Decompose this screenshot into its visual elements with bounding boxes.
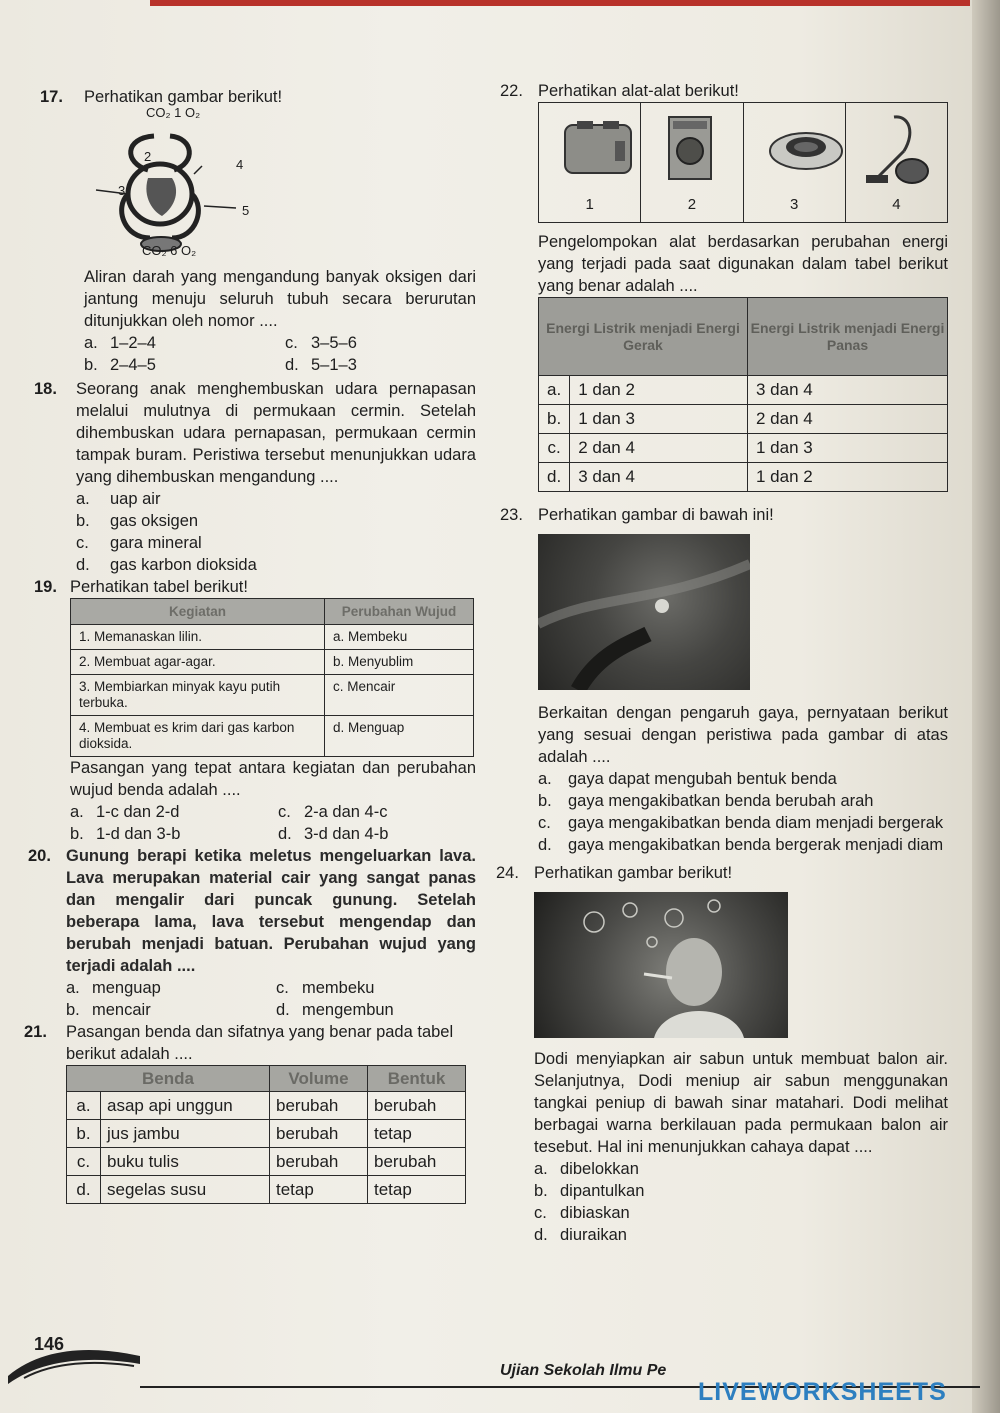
liveworksheets-watermark: LIVEWORKSHEETS <box>698 1378 947 1406</box>
options <box>66 977 476 1021</box>
option-c[interactable]: c. gaya mengakibatkan benda diam menjadi bergerak <box>538 814 944 832</box>
table-header: Benda <box>67 1066 270 1092</box>
energy-change-table <box>538 297 948 492</box>
diagram-label-bottom: CO₂ 6 O₂ <box>142 243 197 258</box>
table-header: Volume <box>270 1066 368 1092</box>
option-d[interactable]: d. 3-d dan 4-b <box>278 825 389 843</box>
table-header: Perubahan Wujud <box>325 599 474 625</box>
top-border-stripe <box>150 0 970 6</box>
option-d[interactable]: d. gas karbon dioksida <box>76 556 257 574</box>
option-c[interactable]: c. 2-a dan 4-c <box>278 803 388 821</box>
bubble-blowing-image <box>534 892 788 1038</box>
question-20 <box>28 845 476 1021</box>
question-19 <box>34 576 476 845</box>
diagram-label-2: 2 <box>144 149 152 164</box>
question-18 <box>34 378 476 576</box>
object-property-table <box>66 1065 466 1204</box>
option-b[interactable]: b. 1-d dan 3-b <box>70 825 181 843</box>
question-prompt: Perhatikan gambar berikut! <box>84 88 283 106</box>
option-a[interactable]: a. 1-c dan 2-d <box>70 803 180 821</box>
table-row[interactable]: c. buku tulis berubah berubah <box>67 1148 466 1176</box>
option-b[interactable]: b. gas oksigen <box>76 512 199 530</box>
ball-kick-image <box>538 534 750 690</box>
question-text: Pengelompokan alat berdasarkan perubahan energi yang terjadi pada saat digunakan dalam tabel berikut yang benar adalah .... <box>538 233 948 295</box>
option-d[interactable]: d. mengembun <box>276 1001 394 1019</box>
tool-toaster: 1 <box>539 103 641 223</box>
table-row: 3. Membiarkan minyak kayu putih terbuka. c. Mencair <box>71 675 474 716</box>
option-c[interactable]: c. dibiaskan <box>534 1204 630 1222</box>
option-a[interactable]: a. 1–2–4 <box>84 334 156 352</box>
options <box>70 801 476 845</box>
question-text: Aliran darah yang mengandung banyak oksigen dari jantung menuju seluruh tubuh secara berurutan ditunjukkan oleh nomor .... <box>84 268 476 330</box>
table-row: 2. Membuat agar-agar. b. Menyublim <box>71 650 474 675</box>
question-text: Dodi menyiapkan air sabun untuk membuat balon air. Selanjutnya, Dodi meniup air sabun menggunakan tangkai peniup di bawah sinar matahari. Dodi melihat berbagai warna berkilauan pada permukaan balon air tesebut. Hal ini menunjukkan cahaya dapat .... <box>534 1050 948 1156</box>
question-prompt: Perhatikan gambar berikut! <box>534 864 733 882</box>
question-number: 17. <box>40 88 63 106</box>
question-23 <box>500 504 948 856</box>
photo-ball-kick <box>538 534 750 690</box>
option-a[interactable]: a. dibelokkan <box>534 1160 639 1178</box>
option-c[interactable]: c. membeku <box>276 979 375 997</box>
question-prompt: Perhatikan tabel berikut! <box>70 578 248 596</box>
option-d[interactable]: d. 5–1–3 <box>285 356 357 374</box>
heart-diagram-graphic <box>84 108 244 256</box>
table-header: Bentuk <box>368 1066 466 1092</box>
table-row[interactable]: b. 1 dan 3 2 dan 4 <box>539 405 948 434</box>
table-row: 1. Memanaskan lilin. a. Membeku <box>71 625 474 650</box>
question-21 <box>24 1021 476 1204</box>
diagram-label-3: 3 <box>118 183 126 198</box>
question-prompt: Perhatikan gambar di bawah ini! <box>538 506 774 524</box>
table-header: Energi Listrik menjadi Energi Panas <box>748 298 948 376</box>
question-17 <box>40 86 476 376</box>
tools-picture-table <box>538 102 948 223</box>
option-b[interactable]: b. mencair <box>66 1001 151 1019</box>
question-number: 18. <box>34 380 57 398</box>
table-row[interactable]: c. 2 dan 4 1 dan 3 <box>539 434 948 463</box>
option-a[interactable]: a. uap air <box>76 490 161 508</box>
book-icon <box>4 1326 144 1386</box>
page-number: 146 <box>34 1334 65 1354</box>
question-text: Berkaitan dengan pengaruh gaya, pernyataan berikut yang sesuai dengan peristiwa pada gambar di atas adalah .... <box>538 704 948 766</box>
tool-electric-stove: 3 <box>743 103 845 223</box>
question-prompt: Perhatikan alat-alat berikut! <box>538 82 739 100</box>
question-number: 23. <box>500 506 523 524</box>
question-24 <box>496 862 948 1246</box>
option-a[interactable]: a. menguap <box>66 979 161 997</box>
question-number: 22. <box>500 82 523 100</box>
page-edge-shadow <box>972 0 1000 1413</box>
option-c[interactable]: c. 3–5–6 <box>285 334 357 352</box>
left-column <box>24 86 476 1204</box>
tool-washing-machine: 2 <box>641 103 743 223</box>
washing-machine-icon <box>665 113 715 183</box>
table-row[interactable]: d. 3 dan 4 1 dan 2 <box>539 463 948 492</box>
question-number: 20. <box>28 847 51 865</box>
right-column <box>496 80 948 1246</box>
table-row[interactable]: a. asap api unggun berubah berubah <box>67 1092 466 1120</box>
photo-bubble-blowing <box>534 892 788 1038</box>
table-row[interactable]: a. 1 dan 2 3 dan 4 <box>539 376 948 405</box>
tool-vacuum-cleaner: 4 <box>845 103 947 223</box>
question-number: 21. <box>24 1023 47 1041</box>
option-b[interactable]: b. gaya mengakibatkan benda berubah arah <box>538 792 874 810</box>
option-d[interactable]: d. gaya mengakibatkan benda bergerak menjadi diam <box>538 836 944 854</box>
vacuum-cleaner-icon <box>864 111 934 191</box>
option-b[interactable]: b. 2–4–5 <box>84 356 156 374</box>
question-text: Gunung berapi ketika meletus mengeluarkan lava. Lava merupakan material cair yang sangat panas dan mengalir dari puncak gunung. Setelah beberapa lama, lava tersebut mengendap dan berubah menjadi batuan. Perubahan wujud yang terjadi adalah .... <box>66 847 476 975</box>
diagram-label-5: 5 <box>242 203 250 218</box>
diagram-label-4: 4 <box>236 157 244 172</box>
question-text: Pasangan benda dan sifatnya yang benar pada tabel berikut adalah .... <box>66 1023 454 1063</box>
question-number: 24. <box>496 864 519 882</box>
options <box>84 332 476 376</box>
question-text: Seorang anak menghembuskan udara pernapasan melalui mulutnya di permukaan cermin. Setelah dihembuskan udara pernapasan, permukaan cermin tampak buram. Peristiwa tersebut menunjukkan udara yang dihembuskan mengandung .... <box>76 380 476 486</box>
table-row[interactable]: d. segelas susu tetap tetap <box>67 1176 466 1204</box>
question-number: 19. <box>34 578 57 596</box>
option-c[interactable]: c. gara mineral <box>76 534 202 552</box>
toaster-icon <box>559 117 639 177</box>
electric-stove-icon <box>766 123 846 173</box>
table-row[interactable]: b. jus jambu berubah tetap <box>67 1120 466 1148</box>
table-row: 4. Membuat es krim dari gas karbon dioksida. d. Menguap <box>71 716 474 757</box>
heart-circulation-diagram <box>84 105 250 258</box>
activity-table <box>70 598 474 757</box>
option-d[interactable]: d. diuraikan <box>534 1226 627 1244</box>
footer-book-title: Ujian Sekolah Ilmu Pe <box>500 1362 667 1379</box>
question-text: Pasangan yang tepat antara kegiatan dan perubahan wujud benda adalah .... <box>70 759 476 799</box>
option-a[interactable]: a. gaya dapat mengubah bentuk benda <box>538 770 837 788</box>
table-header: Kegiatan <box>71 599 325 625</box>
diagram-label-top: CO₂ 1 O₂ <box>146 105 201 120</box>
question-22 <box>500 80 948 492</box>
table-header: Energi Listrik menjadi Energi Gerak <box>539 298 748 376</box>
option-b[interactable]: b. dipantulkan <box>534 1182 645 1200</box>
